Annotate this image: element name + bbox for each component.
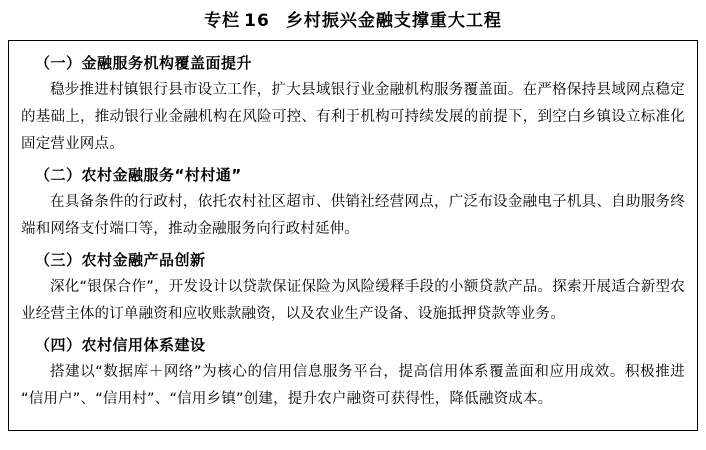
section-3	[21, 244, 685, 328]
section-3-heading: （三）农村金融产品创新	[35, 251, 206, 269]
box-title	[8, 6, 698, 40]
section-3-body: 深化“银保合作”，开发设计以贷款保证保险为风险缓释手段的小额贷款产品。探索开展适合新型农业经营主体的订单融资和应收账款融资，以及农业生产设备、设施抵押贷款等业务。	[21, 279, 685, 322]
box-title-text: 乡村振兴金融支撑重大工程	[285, 11, 502, 31]
box-title-number: 16	[244, 11, 270, 31]
box-body-frame	[8, 41, 698, 431]
section-2-body: 在具备条件的行政村，依托农村社区超市、供销社经营网点，广泛布设金融电子机具、自助服务终端和网络支付端口等，推动金融服务向行政村延伸。	[21, 194, 685, 237]
box-title-label: 专栏	[204, 11, 241, 31]
section-2	[21, 159, 685, 243]
section-4-body: 搭建以“数据库＋网络”为核心的信用信息服务平台，提高信用体系覆盖面和应用成效。积极推进“信用户”、“信用村”、“信用乡镇”创建，提升农户融资可获得性，降低融资成本。	[21, 364, 685, 407]
section-4	[21, 329, 685, 413]
section-4-heading: （四）农村信用体系建设	[35, 336, 206, 354]
section-1	[21, 47, 685, 158]
section-1-heading: （一）金融服务机构覆盖面提升	[35, 54, 253, 72]
section-1-body: 稳步推进村镇银行县市设立工作，扩大县域银行业金融机构服务覆盖面。在严格保持县域网点稳定的基础上，推动银行业金融机构在风险可控、有利于机构可持续发展的前提下，到空白乡镇设立标准化固定营业网点。	[21, 82, 685, 152]
section-2-heading: （二）农村金融服务“村村通”	[35, 166, 242, 184]
